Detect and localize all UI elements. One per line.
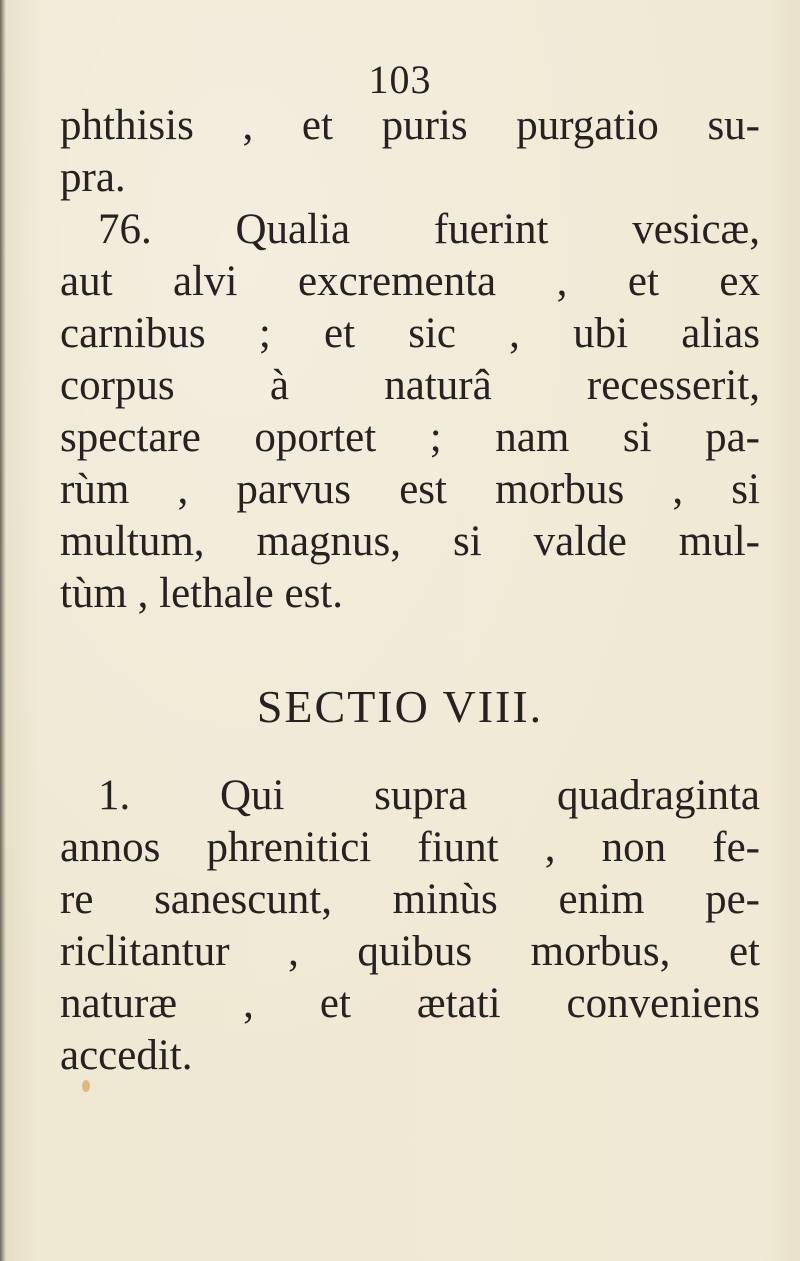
text-line: carnibus ; et sic , ubi alias (60, 310, 760, 357)
text-line: pra. (60, 154, 126, 201)
text-line: phthisis , et puris purgatio su- (60, 102, 760, 149)
text-line: 1. Qui supra quadraginta (98, 772, 760, 819)
text-line: aut alvi excrementa , et ex (60, 258, 760, 305)
text-line: rùm , parvus est morbus , si (60, 466, 760, 513)
text-line: spectare oportet ; nam si pa- (60, 414, 760, 461)
page-number: 103 (368, 57, 432, 102)
text-line: re sanescunt, minùs enim pe- (60, 876, 760, 923)
text-line: 76. Qualia fuerint vesicæ, (98, 206, 760, 253)
text-line: corpus à naturâ recesserit, (60, 362, 760, 409)
text-line: riclitantur , quibus morbus, et (60, 928, 760, 975)
text-line: naturæ , et ætati conveniens (60, 980, 760, 1027)
ink-stain (82, 1080, 90, 1092)
text-line: tùm , lethale est. (60, 570, 344, 617)
text-line: annos phrenitici fiunt , non fe- (60, 824, 760, 871)
text-line: accedit. (60, 1032, 193, 1079)
page-gutter (0, 0, 6, 1261)
section-heading: SECTIO VIII. (256, 681, 544, 732)
text-line: multum, magnus, si valde mul- (60, 518, 760, 565)
